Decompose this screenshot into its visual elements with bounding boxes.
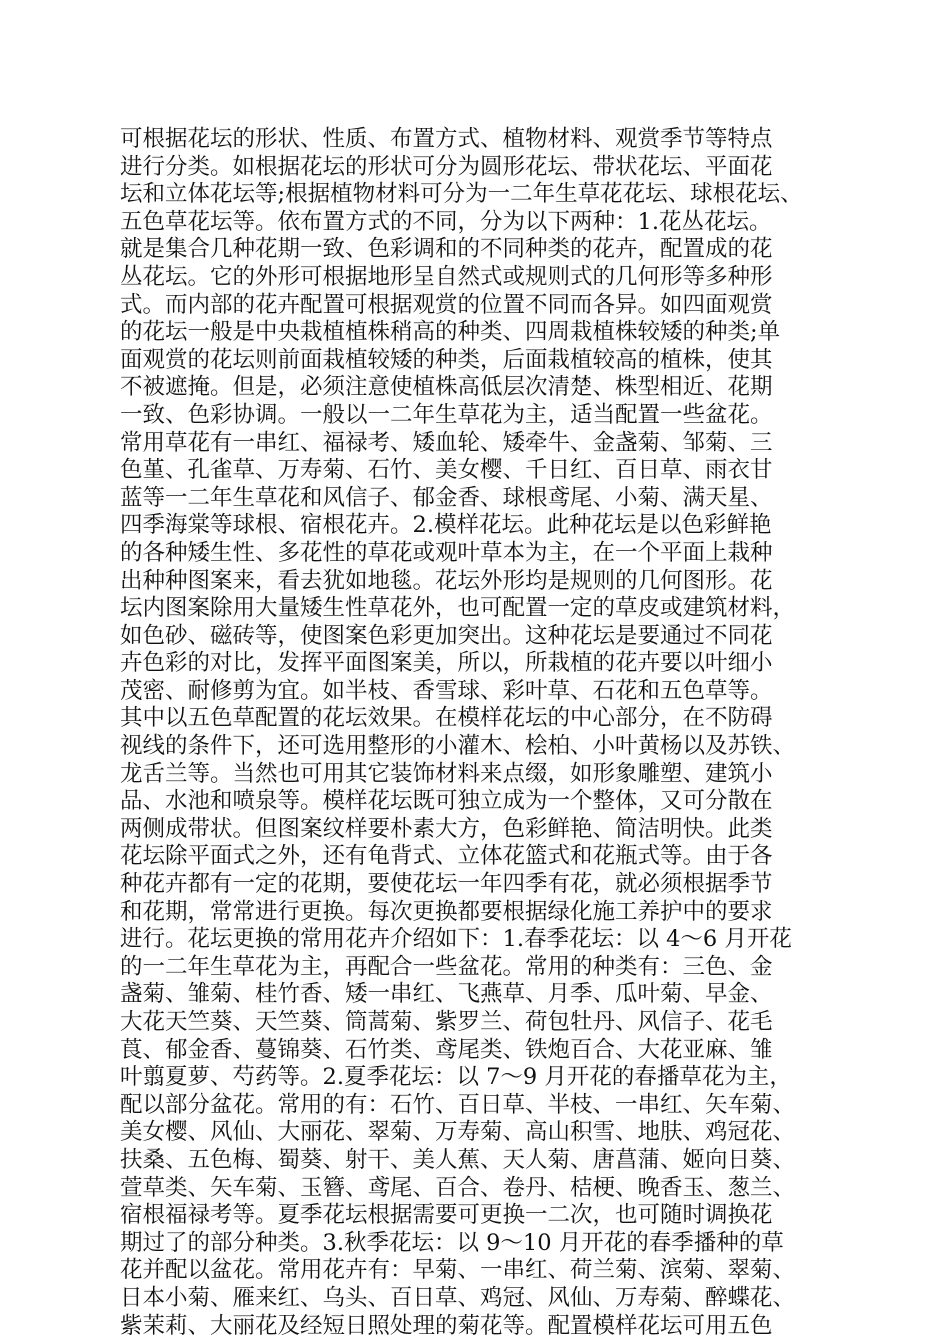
text-line: 坛和立体花坛等;根据植物材料可分为一二年生草花花坛、球根花坛、	[120, 181, 803, 208]
text-line: 色堇、孔雀草、万寿菊、石竹、美女樱、千日红、百日草、雨衣甘	[120, 457, 773, 484]
text-line: 花坛除平面式之外，还有龟背式、立体花篮式和花瓶式等。由于各	[120, 843, 773, 870]
text-line: 紫茉莉、大丽花及经短日照处理的菊花等。配置模样花坛可用五色	[120, 1312, 773, 1339]
text-line: 茂密、耐修剪为宜。如半枝、香雪球、彩叶草、石花和五色草等。	[120, 677, 773, 704]
text-line: 一致、色彩协调。一般以一二年生草花为主，适当配置一些盆花。	[120, 401, 773, 428]
text-line: 常用草花有一串红、福禄考、矮血轮、矮牵牛、金盏菊、邹菊、三	[120, 429, 773, 456]
text-line: 如色砂、磁砖等，使图案色彩更加突出。这种花坛是要通过不同花	[120, 622, 773, 649]
text-line: 丛花坛。它的外形可根据地形呈自然式或规则式的几何形等多种形	[120, 263, 773, 290]
text-line: 叶翦夏萝、芍药等。2.夏季花坛：以 7～9 月开花的春播草花为主，	[120, 1064, 792, 1091]
text-line: 不被遮掩。但是，必须注意使植株高低层次清楚、株型相近、花期	[120, 374, 773, 401]
text-line: 美女樱、风仙、大丽花、翠菊、万寿菊、高山积雪、地肤、鸡冠花、	[120, 1119, 796, 1146]
text-line: 进行。花坛更换的常用花卉介绍如下：1.春季花坛：以 4～6 月开花	[120, 926, 792, 953]
text-line: 大花天竺葵、天竺葵、筒蒿菊、紫罗兰、荷包牡丹、风信子、花毛	[120, 1009, 773, 1035]
text-line: 式。而内部的花卉配置可根据观赏的位置不同而各异。如四面观赏	[120, 291, 773, 318]
text-line: 萱草类、矢车菊、玉簪、鸢尾、百合、卷丹、桔梗、晚香玉、葱兰、	[120, 1174, 796, 1201]
text-line: 的各种矮生性、多花性的草花或观叶草本为主，在一个平面上栽种	[120, 539, 773, 566]
text-line: 的一二年生草花为主，再配合一些盆花。常用的种类有：三色、金	[120, 953, 773, 980]
text-line: 蓝等一二年生草花和风信子、郁金香、球根鸢尾、小菊、满天星、	[120, 484, 773, 511]
text-line: 出种种图案来，看去犹如地毯。花坛外形均是规则的几何图形。花	[120, 567, 773, 594]
text-line: 和花期，常常进行更换。每次更换都要根据绿化施工养护中的要求	[120, 898, 773, 925]
text-line: 期过了的部分种类。3.秋季花坛：以 9～10 月开花的春季播种的草	[120, 1229, 784, 1256]
text-line: 龙舌兰等。当然也可用其它装饰材料来点缀，如形象雕塑、建筑小	[120, 760, 773, 787]
text-line: 坛内图案除用大量矮生性草花外，也可配置一定的草皮或建筑材料，	[120, 595, 796, 622]
text-line: 进行分类。如根据花坛的形状可分为圆形花坛、带状花坛、平面花	[120, 153, 773, 180]
text-line: 视线的条件下，还可选用整形的小灌木、桧柏、小叶黄杨以及苏铁、	[120, 733, 796, 760]
text-line: 品、水池和喷泉等。模样花坛既可独立成为一个整体，又可分散在	[120, 788, 773, 815]
text-line: 宿根福禄考等。夏季花坛根据需要可更换一二次，也可随时调换花	[120, 1202, 773, 1229]
text-line: 两侧成带状。但图案纹样要朴素大方，色彩鲜艳、简洁明快。此类	[120, 815, 773, 842]
text-line: 卉色彩的对比，发挥平面图案美，所以，所栽植的花卉要以叶细小	[120, 650, 773, 677]
text-line: 盏菊、雏菊、桂竹香、矮一串红、飞燕草、月季、瓜叶菊、早金、	[120, 981, 773, 1008]
text-line: 种花卉都有一定的花期，要使花坛一年四季有花，就必须根据季节	[120, 871, 773, 898]
text-line: 日本小菊、雁来红、乌头、百日草、鸡冠、风仙、万寿菊、醉蝶花、	[120, 1284, 796, 1311]
body-text	[120, 126, 840, 1340]
text-line: 五色草花坛等。依布置方式的不同，分为以下两种：1.花丛花坛。	[120, 208, 772, 235]
text-line: 面观赏的花坛则前面栽植较矮的种类，后面栽植较高的植株，使其	[120, 346, 773, 373]
text-line: 就是集合几种花期一致、色彩调和的不同种类的花卉，配置成的花	[120, 236, 773, 263]
text-line: 配以部分盆花。常用的有：石竹、百日草、半枝、一串红、矢车菊、	[120, 1091, 796, 1118]
text-line: 莨、郁金香、蔓锦葵、石竹类、鸢尾类、铁炮百合、大花亚麻、雏	[120, 1036, 773, 1063]
text-line: 可根据花坛的形状、性质、布置方式、植物材料、观赏季节等特点	[120, 126, 773, 152]
text-line: 花并配以盆花。常用花卉有：早菊、一串红、荷兰菊、滨菊、翠菊、	[120, 1257, 796, 1284]
text-line: 扶桑、五色梅、蜀葵、射干、美人蕉、天人菊、唐菖蒲、姬向日葵、	[120, 1146, 796, 1173]
text-line: 其中以五色草配置的花坛效果。在模样花坛的中心部分，在不防碍	[120, 705, 773, 732]
text-line: 四季海棠等球根、宿根花卉。2.模样花坛。此种花坛是以色彩鲜艳	[120, 512, 772, 539]
text-line: 的花坛一般是中央栽植植株稍高的种类、四周栽植株较矮的种类;单	[120, 319, 781, 346]
